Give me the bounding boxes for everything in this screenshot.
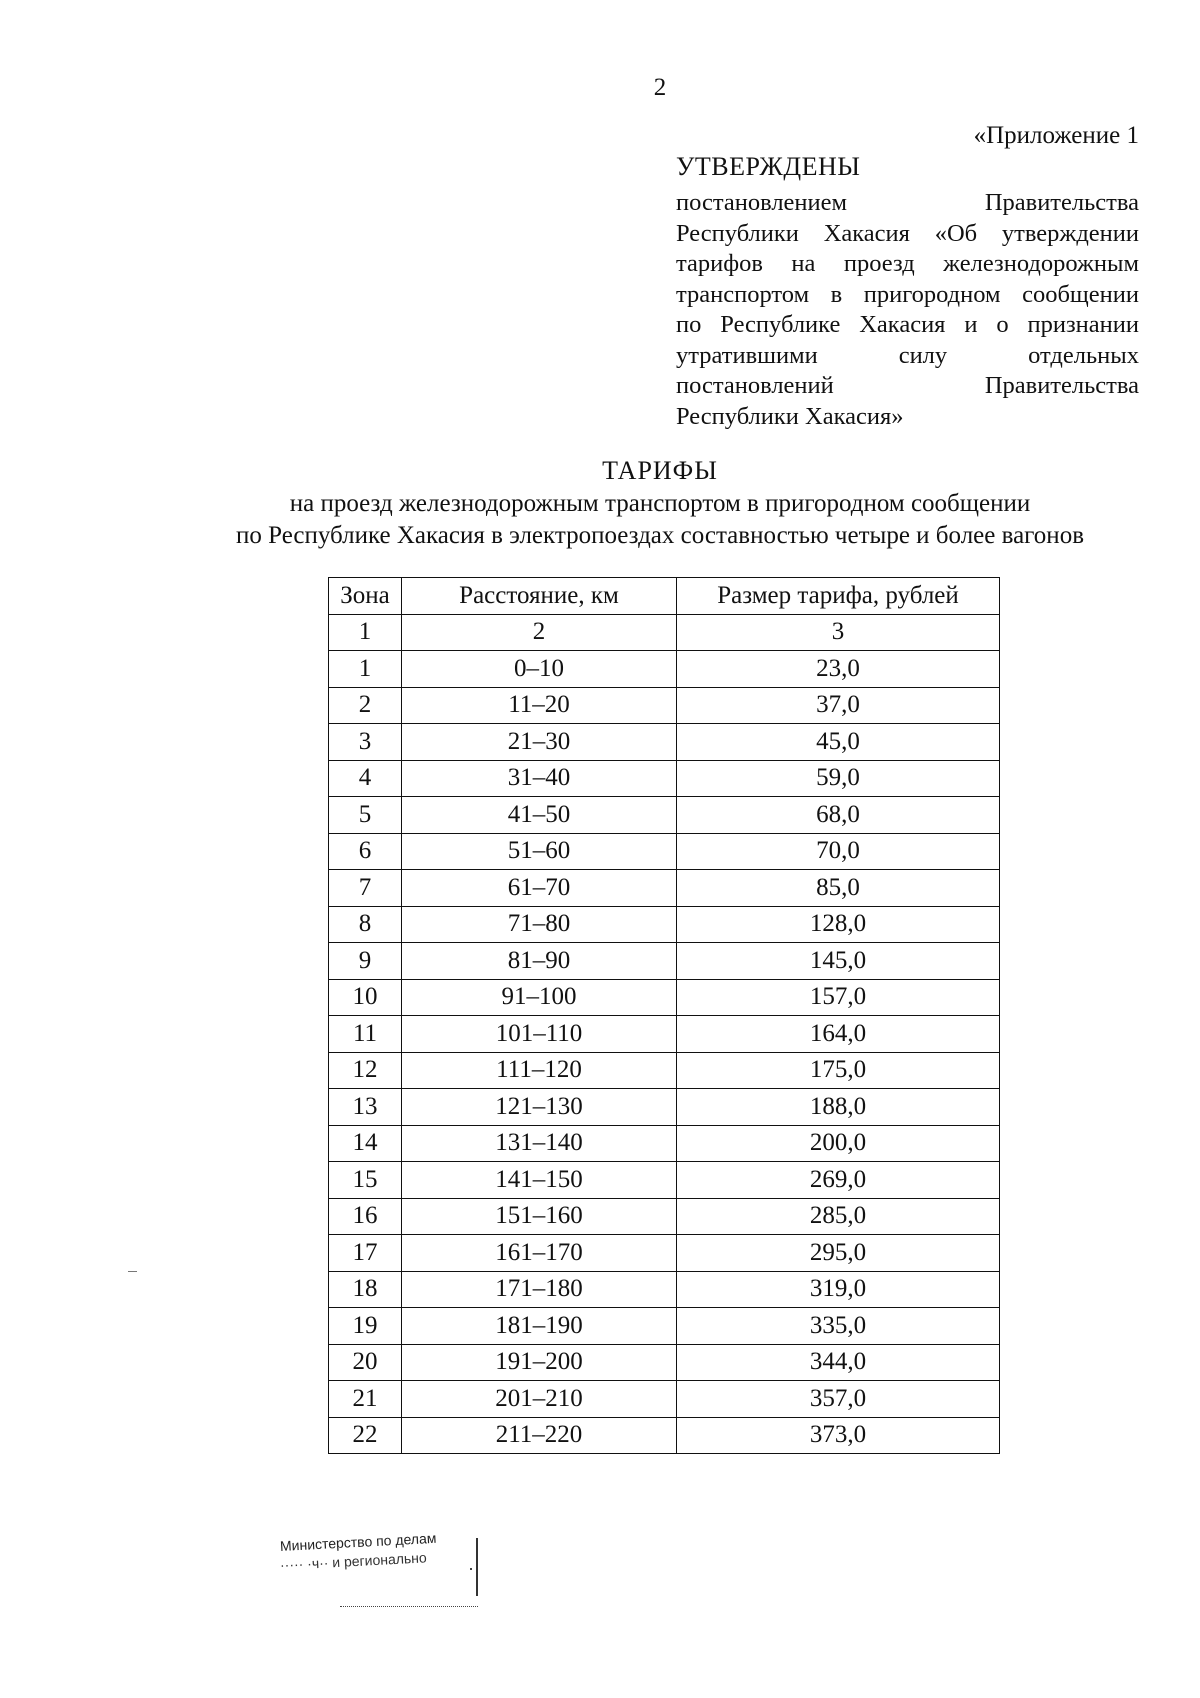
column-number: 1	[329, 614, 402, 651]
subtitle-line-2: по Республике Хакасия в электропоездах составностью четыре и более вагонов	[235, 522, 1084, 549]
distance-cell: 211–220	[402, 1417, 677, 1454]
zone-cell: 6	[329, 833, 402, 870]
tariff-cell: 357,0	[677, 1381, 1000, 1418]
table-row	[329, 870, 1000, 907]
stamp-border	[340, 1606, 478, 1607]
table-row	[329, 797, 1000, 834]
zone-cell: 21	[329, 1381, 402, 1418]
distance-cell: 181–190	[402, 1308, 677, 1345]
tariff-cell: 37,0	[677, 687, 1000, 724]
approval-line: постановлений Правительства	[676, 372, 1139, 399]
tariff-cell: 45,0	[677, 724, 1000, 761]
zone-cell: 19	[329, 1308, 402, 1345]
zone-cell: 2	[329, 687, 402, 724]
table-row	[329, 651, 1000, 688]
zone-cell: 7	[329, 870, 402, 907]
approval-line: Республики Хакасия «Об утверждении	[676, 219, 1139, 247]
approval-line: Республики Хакасия»	[676, 402, 904, 430]
stamp-line: ····· ·ч·· и регионально	[279, 1549, 428, 1573]
approval-line: транспортом в пригородном сообщении	[676, 280, 1139, 308]
table-row	[329, 1052, 1000, 1089]
header-tariff: Размер тарифа, рублей	[677, 578, 1000, 615]
distance-cell: 31–40	[402, 760, 677, 797]
zone-cell: 10	[329, 979, 402, 1016]
table-row	[329, 1381, 1000, 1418]
distance-cell: 141–150	[402, 1162, 677, 1199]
table-row	[329, 979, 1000, 1016]
column-number: 2	[402, 614, 677, 651]
table-row	[329, 1271, 1000, 1308]
tariff-cell: 145,0	[677, 943, 1000, 980]
scan-mark	[128, 1271, 137, 1272]
tariff-cell: 59,0	[677, 760, 1000, 797]
zone-cell: 8	[329, 906, 402, 943]
table-head	[329, 578, 1000, 651]
tariff-cell: 128,0	[677, 906, 1000, 943]
table-row	[329, 760, 1000, 797]
distance-cell: 101–110	[402, 1016, 677, 1053]
zone-cell: 9	[329, 943, 402, 980]
distance-cell: 151–160	[402, 1198, 677, 1235]
table-row	[329, 1089, 1000, 1126]
tariff-cell: 85,0	[677, 870, 1000, 907]
distance-cell: 161–170	[402, 1235, 677, 1272]
subtitle-line-1: на проезд железнодорожным транспортом в пригородном сообщении	[289, 490, 1031, 517]
header-distance: Расстояние, км	[402, 578, 677, 615]
distance-cell: 131–140	[402, 1125, 677, 1162]
approval-line: тарифов на проезд железнодорожным	[676, 250, 1139, 277]
tariff-cell: 175,0	[677, 1052, 1000, 1089]
tariff-cell: 23,0	[677, 651, 1000, 688]
distance-cell: 121–130	[402, 1089, 677, 1126]
distance-cell: 91–100	[402, 979, 677, 1016]
table-row	[329, 1235, 1000, 1272]
tariff-cell: 164,0	[677, 1016, 1000, 1053]
tariff-cell: 335,0	[677, 1308, 1000, 1345]
tariff-table	[328, 577, 1000, 1454]
table-row	[329, 1344, 1000, 1381]
approval-line: утратившими силу отдельных	[676, 341, 1139, 369]
zone-cell: 17	[329, 1235, 402, 1272]
document-title: ТАРИФЫ	[602, 456, 718, 485]
tariff-cell: 285,0	[677, 1198, 1000, 1235]
distance-cell: 71–80	[402, 906, 677, 943]
table-row	[329, 724, 1000, 761]
column-number: 3	[677, 614, 1000, 651]
distance-cell: 201–210	[402, 1381, 677, 1418]
stamp-line: Министерство по делам	[279, 1529, 437, 1554]
distance-cell: 41–50	[402, 797, 677, 834]
table-row	[329, 687, 1000, 724]
table-row	[329, 1308, 1000, 1345]
tariff-cell: 373,0	[677, 1417, 1000, 1454]
approval-line: постановлением Правительства	[676, 189, 1139, 216]
distance-cell: 61–70	[402, 870, 677, 907]
zone-cell: 5	[329, 797, 402, 834]
zone-cell: 14	[329, 1125, 402, 1162]
page-number: 2	[653, 74, 667, 101]
table-row	[329, 1198, 1000, 1235]
distance-cell: 111–120	[402, 1052, 677, 1089]
approval-line: по Республике Хакасия и о признании	[676, 311, 1139, 338]
table-body	[329, 651, 1000, 1454]
distance-cell: 11–20	[402, 687, 677, 724]
distance-cell: 51–60	[402, 833, 677, 870]
stamp-border	[476, 1538, 478, 1596]
tariff-cell: 157,0	[677, 979, 1000, 1016]
table-row	[329, 1417, 1000, 1454]
distance-cell: 0–10	[402, 651, 677, 688]
zone-cell: 1	[329, 651, 402, 688]
tariff-cell: 200,0	[677, 1125, 1000, 1162]
ministry-stamp	[279, 1529, 480, 1608]
table-row	[329, 1125, 1000, 1162]
table-row	[329, 906, 1000, 943]
table-row	[329, 1016, 1000, 1053]
approved-heading: УТВЕРЖДЕНЫ	[676, 152, 861, 181]
tariff-cell: 269,0	[677, 1162, 1000, 1199]
header-zone: Зона	[329, 578, 402, 615]
distance-cell: 81–90	[402, 943, 677, 980]
stamp-mark	[470, 1568, 472, 1570]
zone-cell: 4	[329, 760, 402, 797]
table-row	[329, 833, 1000, 870]
distance-cell: 171–180	[402, 1271, 677, 1308]
tariff-cell: 188,0	[677, 1089, 1000, 1126]
approval-text	[676, 188, 1139, 432]
zone-cell: 13	[329, 1089, 402, 1126]
table-row	[329, 943, 1000, 980]
distance-cell: 21–30	[402, 724, 677, 761]
zone-cell: 20	[329, 1344, 402, 1381]
zone-cell: 12	[329, 1052, 402, 1089]
zone-cell: 3	[329, 724, 402, 761]
column-number-row	[329, 614, 1000, 651]
tariff-cell: 68,0	[677, 797, 1000, 834]
tariff-cell: 344,0	[677, 1344, 1000, 1381]
zone-cell: 18	[329, 1271, 402, 1308]
zone-cell: 15	[329, 1162, 402, 1199]
tariff-cell: 70,0	[677, 833, 1000, 870]
distance-cell: 191–200	[402, 1344, 677, 1381]
header-row	[329, 578, 1000, 615]
zone-cell: 22	[329, 1417, 402, 1454]
tariff-cell: 295,0	[677, 1235, 1000, 1272]
document-subtitle	[0, 488, 1200, 552]
tariff-cell: 319,0	[677, 1271, 1000, 1308]
approval-block	[676, 150, 1139, 432]
table-row	[329, 1162, 1000, 1199]
zone-cell: 16	[329, 1198, 402, 1235]
zone-cell: 11	[329, 1016, 402, 1053]
appendix-label: «Приложение 1	[973, 122, 1139, 149]
